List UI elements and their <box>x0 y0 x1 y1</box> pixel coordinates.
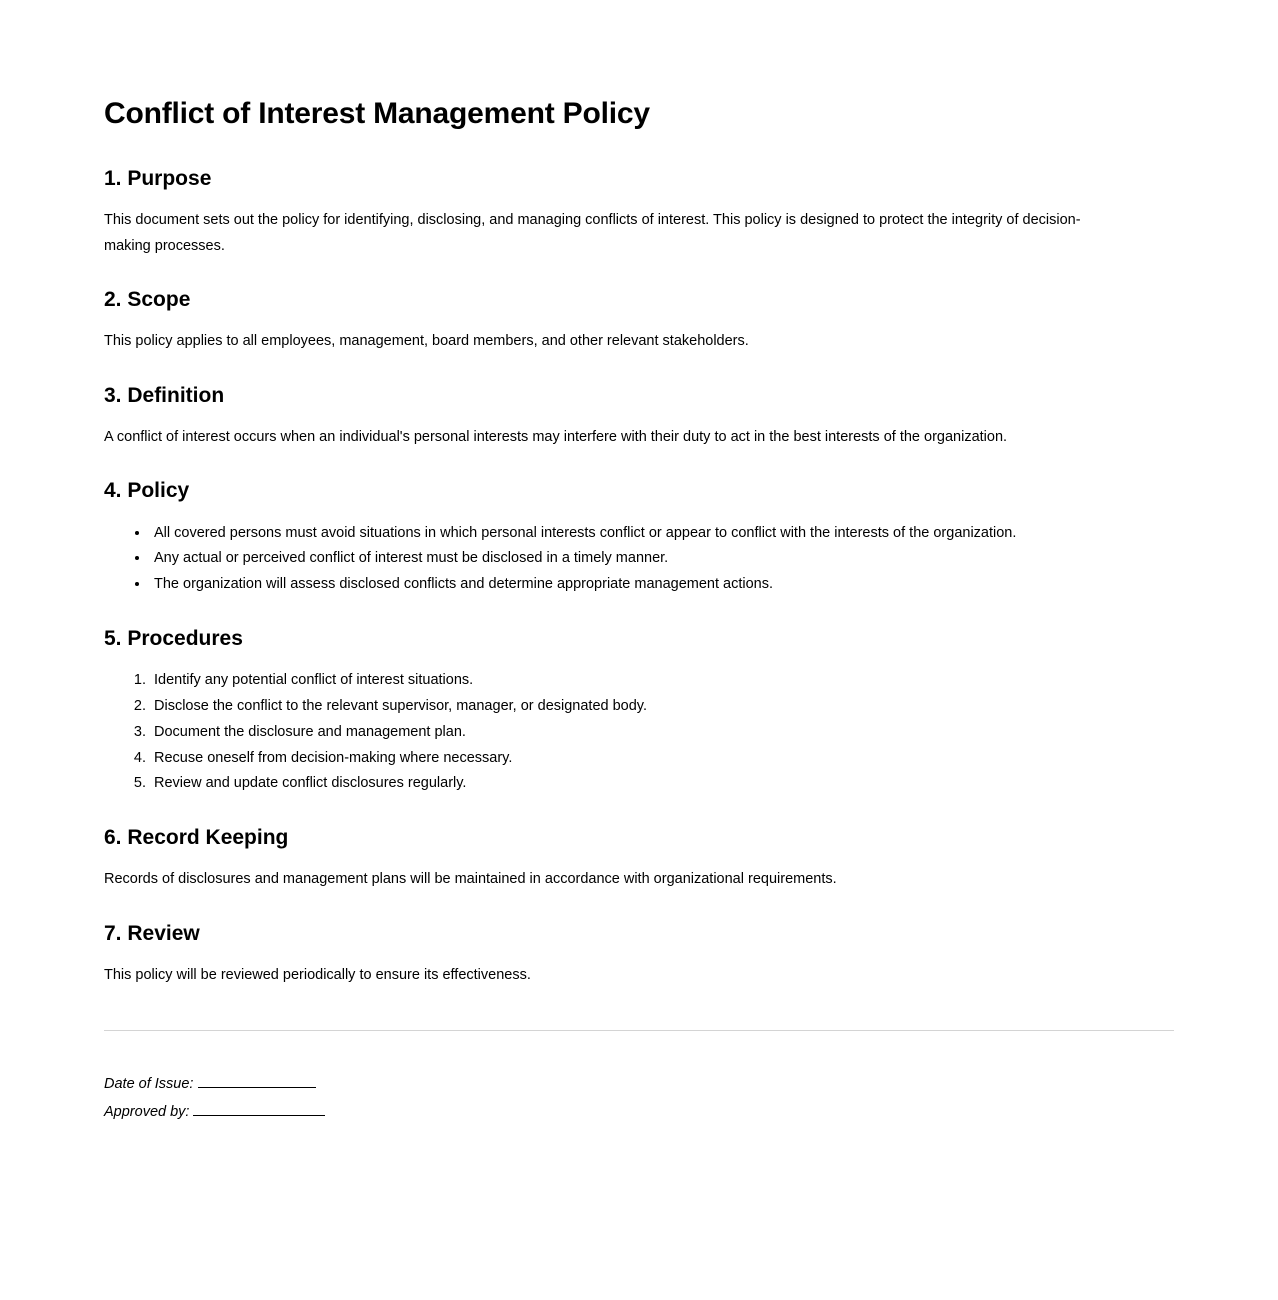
footer-divider <box>104 1030 1174 1031</box>
list-item: 2. Disclose the conflict to the relevant supervisor, manager, or designated body. <box>150 694 1174 720</box>
approved-by-row <box>104 1099 1174 1127</box>
list-item: 4. Recuse oneself from decision-making where necessary. <box>150 746 1174 772</box>
section-heading-policy: 4. Policy <box>104 479 190 503</box>
section-heading-definition: 3. Definition <box>104 383 225 407</box>
date-of-issue-row <box>104 1071 1174 1099</box>
section-text-purpose: This document sets out the policy for identifying, disclosing, and managing conflicts of interest. This policy is designed to protect the integrity of decision-making processes. <box>104 212 1081 254</box>
date-of-issue-field[interactable] <box>198 1087 316 1088</box>
section-definition <box>104 383 1174 451</box>
section-review <box>104 921 1174 989</box>
list-item: 3. Document the disclosure and management plan. <box>150 720 1174 746</box>
section-scope <box>104 287 1174 355</box>
section-heading-scope: 2. Scope <box>104 288 191 311</box>
list-item: • Any actual or perceived conflict of interest must be disclosed in a timely manner. <box>150 546 1174 572</box>
list-item: 5. Review and update conflict disclosures regularly. <box>150 771 1174 797</box>
section-record-keeping <box>104 825 1174 893</box>
date-of-issue-label: Date of Issue: <box>104 1076 194 1093</box>
section-text-review: This policy will be reviewed periodically to ensure its effectiveness. <box>104 967 531 983</box>
section-text-scope: This policy applies to all employees, management, board members, and other relevant stakeholders. <box>104 333 749 350</box>
approved-by-label: Approved by: <box>104 1103 190 1120</box>
list-item: 1. Identify any potential conflict of interest situations. <box>150 668 1174 694</box>
section-policy <box>104 478 1174 598</box>
list-item: • The organization will assess disclosed conflicts and determine appropriate management actions. <box>150 572 1174 598</box>
page-title: Conflict of Interest Management Policy <box>104 97 650 130</box>
procedures-ordered-list <box>104 668 1174 797</box>
policy-bullet-list <box>104 521 1174 598</box>
section-text-definition: A conflict of interest occurs when an individual's personal interests may interfere with their duty to act in the best interests of the organization. <box>104 428 1008 445</box>
approved-by-field[interactable] <box>193 1115 325 1116</box>
section-heading-review: 7. Review <box>104 921 200 945</box>
signature-block <box>104 1071 1174 1126</box>
section-purpose <box>104 166 1174 259</box>
section-heading-purpose: 1. Purpose <box>104 167 212 190</box>
section-text-record-keeping: Records of disclosures and management plans will be maintained in accordance with organizational requirements. <box>104 871 837 888</box>
section-heading-procedures: 5. Procedures <box>104 626 243 650</box>
section-procedures <box>104 626 1174 797</box>
section-heading-record-keeping: 6. Record Keeping <box>104 826 289 850</box>
list-item: • All covered persons must avoid situations in which personal interests conflict or appear to conflict with the interests of the organization. <box>150 521 1174 547</box>
